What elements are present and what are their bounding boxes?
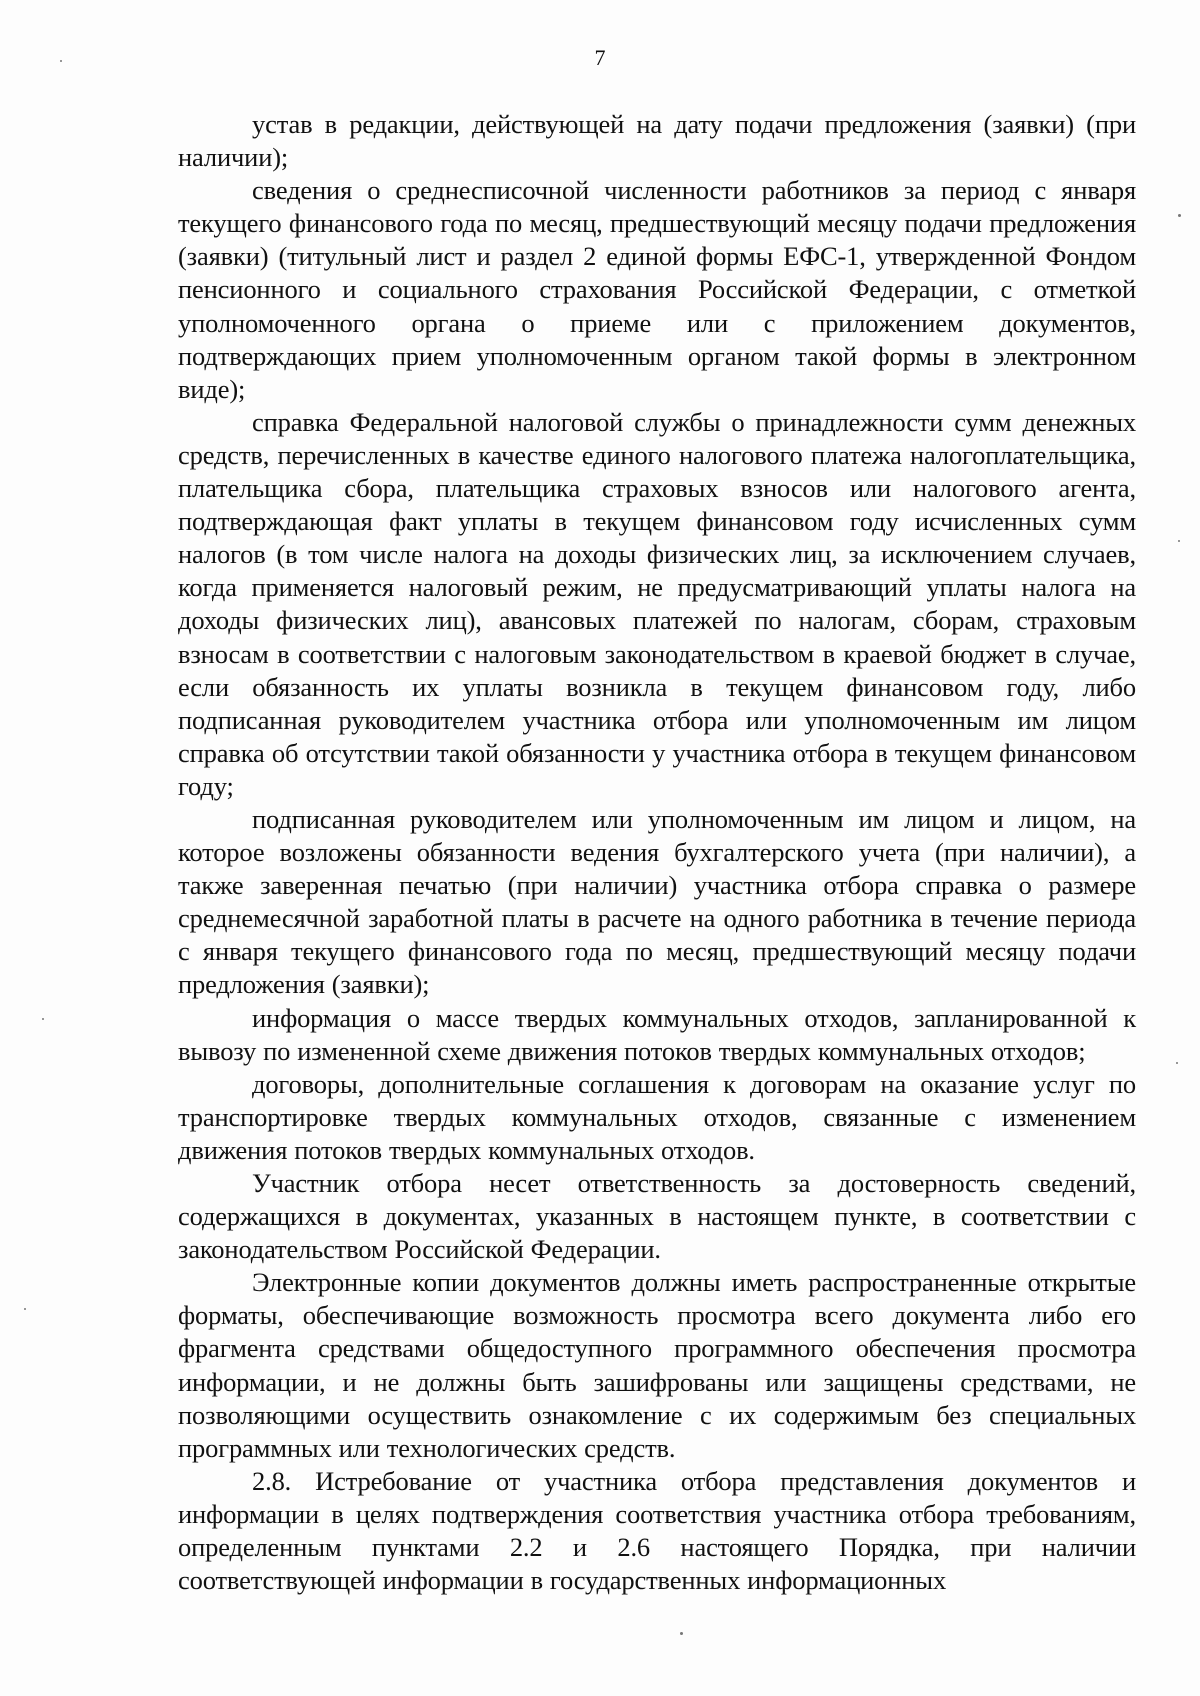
scan-speck: [1178, 540, 1180, 542]
scan-speck: [24, 1308, 26, 1310]
paragraph-waste-mass-info: информация о массе твердых коммунальных отходов, запланированной к вывозу по измененной схеме движения потоков твердых коммунальных отходов;: [178, 1002, 1136, 1066]
scan-speck: [42, 1018, 44, 1020]
paragraph-electronic-copies: Электронные копии документов должны иметь распространенные открытые форматы, обеспечивающие возможность просмотра всего документа либо его фрагмента средствами общедоступного программного обеспечения просмотра информации, и не должны быть зашифрованы или защищены средствами, не позволяющими осуществить ознакомление с их содержимым без специальных программных или технологических средств.: [178, 1267, 1136, 1463]
scan-speck: [1178, 214, 1181, 217]
paragraph-salary-certificate: подписанная руководителем или уполномоченным им лицом и лицом, на которое возложены обязанности ведения бухгалтерского учета (при наличии), а также заверенная печатью (при наличии) участника отбора справка о размере среднемесячной заработной платы в расчете на одного работника в течение периода с января текущего финансового года по месяц, предшествующий месяцу подачи предложения (заявки);: [178, 803, 1136, 1000]
scan-speck: [1176, 1062, 1178, 1064]
page-number: 7: [594, 45, 606, 70]
paragraph-charter: устав в редакции, действующей на дату подачи предложения (заявки) (при наличии);: [178, 109, 1136, 173]
scan-speck: [60, 60, 62, 62]
document-body: [178, 108, 1136, 1597]
paragraph-tax-certificate: справка Федеральной налоговой службы о принадлежности сумм денежных средств, перечисленных в качестве единого налогового платежа налогоплательщика, плательщика сбора, плательщика страховых взносов или налогового агента, подтверждающая факт уплаты в текущем финансовом году исчисленных сумм налогов (в том числе налога на доходы физических лиц, за исключением случаев, когда применяется налоговый режим, не предусматривающий уплаты налога на доходы физических лиц), авансовых платежей по налогам, сборам, страховым взносам в соответствии с налоговым законодательством в краевой бюджет в случае, если обязанность их уплаты возникла в текущем финансовом году, либо подписанная руководителем участника отбора или уполномоченным им лицом справка об отсутствии такой обязанности у участника отбора в текущем финансовом году;: [178, 406, 1136, 801]
paragraph-transport-contracts: договоры, дополнительные соглашения к договорам на оказание услуг по транспортировке твердых коммунальных отходов, связанные с изменением движения потоков твердых коммунальных отходов.: [178, 1068, 1136, 1165]
paragraph-headcount-info: сведения о среднесписочной численности работников за период с января текущего финансового года по месяц, предшествующий месяцу подачи предложения (заявки) (титульный лист и раздел 2 единой формы ЕФС-1, утвержденной Фондом пенсионного и социального страхования Российской Федерации, с отметкой уполномоченного органа о приеме или с приложением документов, подтверждающих прием уполномоченным органом такой формы в электронном виде);: [178, 175, 1136, 404]
paragraph-section-2-8: 2.8. Истребование от участника отбора представления документов и информации в целях подтверждения соответствия участника отбора требованиям, определенным пунктами 2.2 и 2.6 настоящего Порядка, при наличии соответствующей информации в государственных информационных: [178, 1465, 1136, 1596]
paragraph-responsibility: Участник отбора несет ответственность за достоверность сведений, содержащихся в документах, указанных в настоящем пункте, в соответствии с законодательством Российской Федерации.: [178, 1168, 1136, 1265]
scan-speck: [680, 1632, 683, 1635]
